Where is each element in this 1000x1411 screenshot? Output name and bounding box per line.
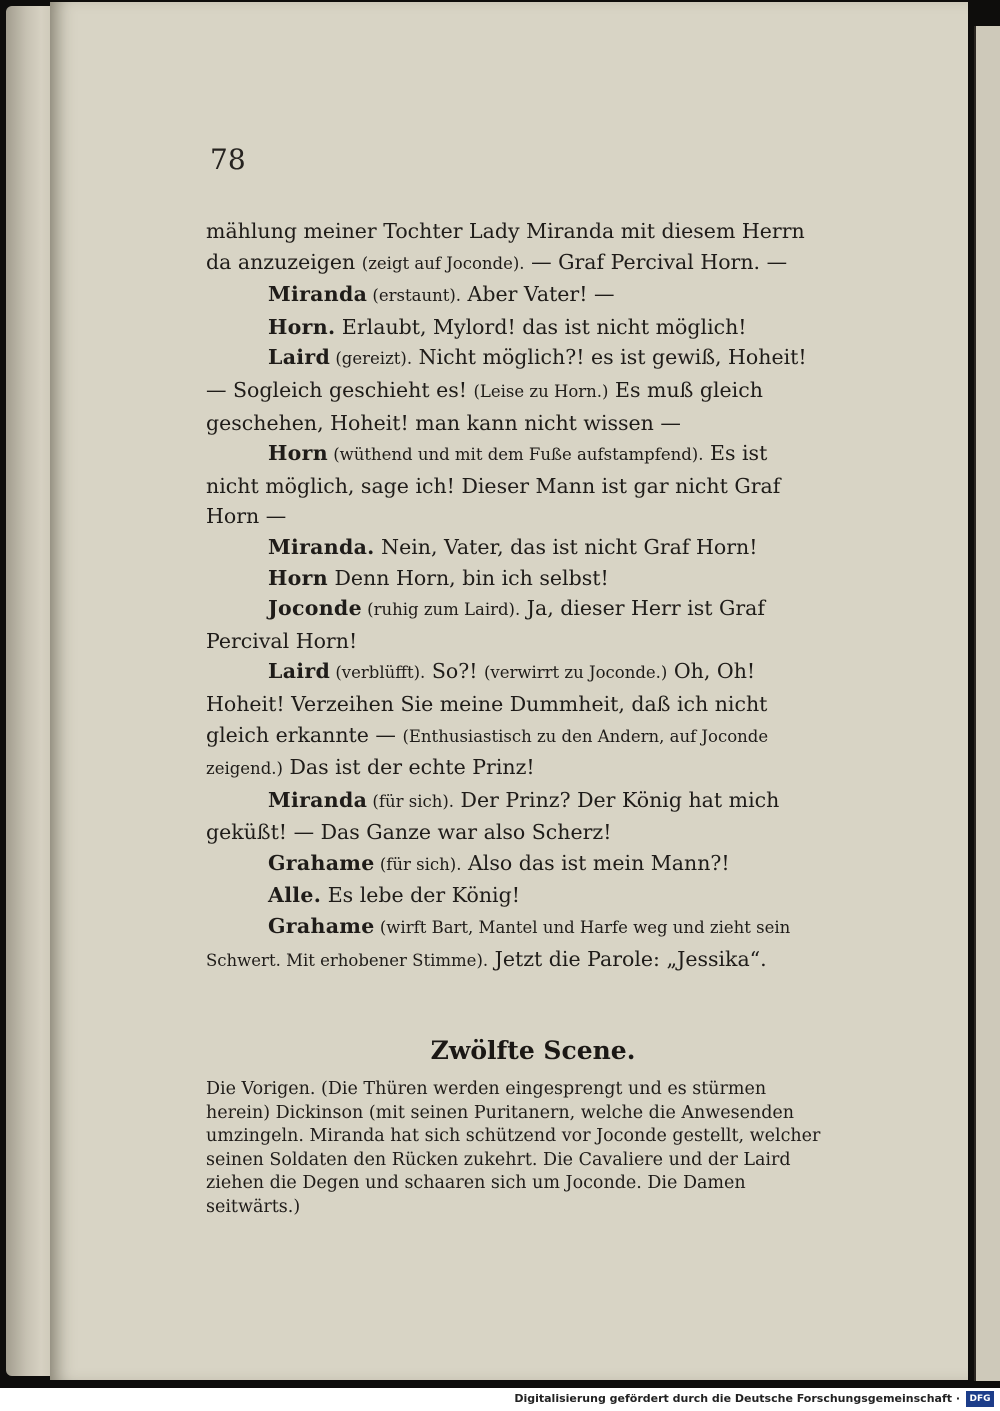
line-text: — Sogleich geschieht es! — [206, 377, 474, 402]
stage-line: umzingeln. Miranda hat sich schützend vor Joconde gestellt, welcher — [206, 1126, 821, 1147]
line-text: Es muß gleich — [608, 377, 763, 402]
speaker-name: Horn — [268, 565, 328, 590]
line-text: Aber Vater! — — [461, 282, 615, 307]
scene-title: Zwölfte Scene. — [430, 1036, 636, 1065]
dialogue-text — [206, 216, 860, 976]
line-text: nicht möglich, sage ich! Dieser Mann ist gar nicht Graf — [206, 473, 781, 498]
stage-direction: (wüthend und mit dem Fuße aufstampfend). — [327, 445, 704, 465]
stage-line: herein) Dickinson (mit seinen Puritanern, welche die Anwesenden — [206, 1102, 795, 1123]
line-text: Horn — — [206, 504, 287, 529]
stage-line: ziehen die Degen und schaaren sich um Joconde. Die Damen — [206, 1173, 746, 1194]
line-text: geschehen, Hoheit! man kann nicht wissen — — [206, 410, 681, 435]
speaker-name: Laird — [268, 345, 331, 370]
speaker-name: Grahame — [268, 914, 375, 939]
stage-direction: (für sich). — [374, 854, 462, 874]
text-line — [206, 848, 860, 881]
text-line — [206, 501, 860, 532]
text-line — [206, 817, 860, 848]
line-text: Das ist der echte Prinz! — [282, 755, 535, 780]
text-line — [206, 438, 860, 471]
text-line — [206, 880, 860, 911]
line-text: Hoheit! Verzeihen Sie meine Dummheit, daß ich nicht — [206, 691, 768, 716]
stage-directions — [206, 1078, 860, 1220]
speaker-name: Miranda — [268, 787, 368, 812]
speaker-name: Miranda — [268, 282, 368, 307]
stage-line: seitwärts.) — [206, 1196, 301, 1217]
line-text: mählung meiner Tochter Lady Miranda mit diesem Herrn — [206, 219, 805, 243]
line-text: So?! — [425, 659, 484, 684]
text-line — [206, 471, 860, 502]
text-line — [206, 375, 860, 408]
text-line — [206, 532, 860, 563]
text-line — [206, 911, 860, 944]
speaker-name: Grahame — [268, 850, 375, 875]
line-text: Erlaubt, Mylord! das ist nicht möglich! — [335, 314, 747, 339]
line-text: Der Prinz? Der König hat mich — [454, 787, 780, 812]
speaker-name: Horn — [268, 441, 328, 466]
line-text: Percival Horn! — [206, 628, 358, 653]
speaker-name: Horn. — [268, 314, 336, 339]
line-text: da anzuzeigen — [206, 249, 362, 274]
text-line — [206, 752, 860, 785]
stage-direction: (wirft Bart, Mantel und Harfe weg und zieht sein — [374, 918, 791, 938]
speaker-name: Alle. — [268, 883, 322, 908]
text-line — [206, 656, 860, 689]
stage-line: Die Vorigen. (Die Thüren werden eingesprengt und es stürmen — [206, 1079, 767, 1099]
text-line — [206, 312, 860, 343]
line-text: Also das ist mein Mann?! — [461, 850, 730, 875]
text-line — [206, 689, 860, 720]
text-line — [206, 216, 860, 247]
stage-direction: zeigend.) — [206, 759, 283, 779]
dfg-logo-icon: DFG — [966, 1391, 994, 1407]
stage-direction: (ruhig zum Laird). — [361, 600, 521, 620]
line-text: Es lebe der König! — [321, 883, 520, 908]
speaker-name: Joconde — [268, 596, 362, 621]
page-number: 78 — [210, 143, 246, 176]
line-text: Denn Horn, bin ich selbst! — [327, 565, 609, 590]
text-line — [206, 342, 860, 375]
text-line — [206, 626, 860, 657]
text-line — [206, 944, 860, 977]
line-text: Nein, Vater, das ist nicht Graf Horn! — [374, 534, 758, 559]
text-line — [206, 593, 860, 626]
stage-direction: (verblüfft). — [330, 663, 426, 683]
stage-direction: (Leise zu Horn.) — [473, 381, 609, 401]
line-text: Oh, Oh! — [667, 659, 756, 684]
line-text: Jetzt die Parole: „Jessika“. — [488, 946, 767, 971]
speaker-name: Miranda. — [268, 534, 375, 559]
text-line — [206, 279, 860, 312]
line-text: geküßt! — Das Ganze war also Scherz! — [206, 820, 612, 845]
stage-direction: Schwert. Mit erhobener Stimme). — [206, 950, 489, 970]
stage-direction: (erstaunt). — [367, 286, 462, 306]
stage-direction: (für sich). — [367, 791, 455, 811]
line-text: Es ist — [703, 441, 768, 466]
footer-credit: Digitalisierung gefördert durch die Deutsche Forschungsgemeinschaft · — [514, 1392, 960, 1405]
stage-direction: (Enthusiastisch zu den Andern, auf Joconde — [402, 726, 769, 746]
line-text: Ja, dieser Herr ist Graf — [520, 596, 765, 621]
text-line — [206, 247, 860, 280]
book-edge — [6, 6, 56, 1376]
stage-line: seinen Soldaten den Rücken zukehrt. Die Cavaliere und der Laird — [206, 1149, 791, 1170]
text-line — [206, 408, 860, 439]
text-line — [206, 785, 860, 818]
text-line — [206, 563, 860, 594]
stage-direction: (zeigt auf Joconde). — [361, 253, 525, 273]
line-text: Nicht möglich?! es ist gewiß, Hoheit! — [412, 345, 807, 370]
adjacent-page-edge — [974, 26, 1000, 1381]
line-text: — Graf Percival Horn. — — [524, 249, 788, 274]
stage-direction: (gereizt). — [330, 349, 413, 369]
text-line — [206, 720, 860, 753]
stage-direction: (verwirrt zu Joconde.) — [483, 663, 668, 683]
line-text: gleich erkannte — — [206, 722, 403, 747]
speaker-name: Laird — [268, 659, 331, 684]
